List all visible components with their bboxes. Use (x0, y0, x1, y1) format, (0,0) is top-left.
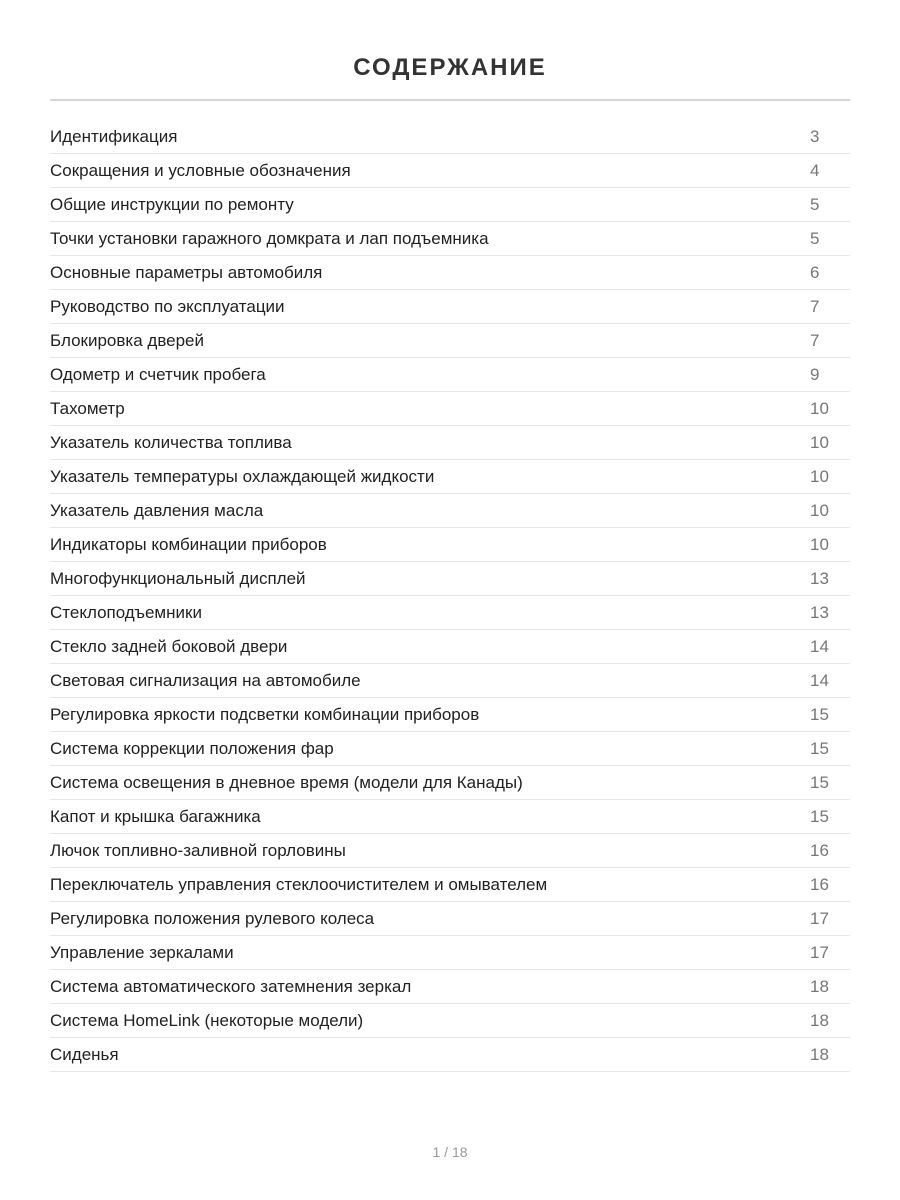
toc-entry-page-number: 5 (810, 228, 820, 248)
toc-entry[interactable] (50, 358, 850, 392)
toc-entry-title: Точки установки гаражного домкрата и лап подъемника (50, 228, 489, 248)
toc-entry[interactable] (50, 596, 850, 630)
toc-entry-title: Система HomeLink (некоторые модели) (50, 1010, 364, 1030)
toc-entry-title: Система коррекции положения фар (50, 738, 334, 758)
toc-entry-page-number: 15 (810, 738, 829, 758)
toc-entry[interactable] (50, 902, 850, 936)
toc-entry-page-number: 14 (810, 670, 829, 690)
title-divider (50, 99, 850, 101)
toc-entry[interactable] (50, 392, 850, 426)
toc-entry-page-number: 4 (810, 160, 820, 180)
toc-entry[interactable] (50, 834, 850, 868)
toc-entry-page-number: 7 (810, 296, 820, 316)
toc-entry-title: Стекло задней боковой двери (50, 636, 288, 656)
toc-entry-title: Капот и крышка багажника (50, 806, 261, 826)
toc-entry[interactable] (50, 426, 850, 460)
toc-entry[interactable] (50, 222, 850, 256)
toc-entry-page-number: 18 (810, 1010, 829, 1030)
toc-entry-title: Световая сигнализация на автомобиле (50, 670, 361, 690)
toc-entry-page-number: 17 (810, 908, 829, 928)
toc-entry-page-number: 13 (810, 602, 829, 622)
toc-entry-page-number: 7 (810, 330, 820, 350)
toc-entry-title: Многофункциональный дисплей (50, 568, 306, 588)
toc-entry[interactable] (50, 154, 850, 188)
toc-entry-title: Лючок топливно-заливной горловины (50, 840, 346, 860)
toc-entry[interactable] (50, 256, 850, 290)
toc-entry-page-number: 15 (810, 772, 829, 792)
page-counter: 1 / 18 (432, 1144, 468, 1160)
toc-entry-page-number: 18 (810, 1044, 829, 1064)
toc-entry[interactable] (50, 120, 850, 154)
toc-entry-page-number: 10 (810, 432, 829, 452)
toc-entry-title: Регулировка яркости подсветки комбинации приборов (50, 704, 480, 724)
toc-entry-title: Система автоматического затемнения зеркал (50, 976, 412, 996)
toc-entry[interactable] (50, 188, 850, 222)
toc-entry-page-number: 3 (810, 126, 820, 146)
toc-entry[interactable] (50, 698, 850, 732)
toc-entry-title: Переключатель управления стеклоочистителем и омывателем (50, 874, 548, 894)
toc-entry[interactable] (50, 1004, 850, 1038)
toc-entry-page-number: 17 (810, 942, 829, 962)
toc-entry-title: Одометр и счетчик пробега (50, 364, 266, 384)
toc-entry-page-number: 9 (810, 364, 820, 384)
toc-entry[interactable] (50, 290, 850, 324)
toc-entry-page-number: 10 (810, 534, 829, 554)
toc-entry-title: Регулировка положения рулевого колеса (50, 908, 375, 928)
toc-entry-page-number: 10 (810, 500, 829, 520)
toc-entry[interactable] (50, 800, 850, 834)
toc-entry[interactable] (50, 664, 850, 698)
toc-entry-page-number: 13 (810, 568, 829, 588)
toc-entry[interactable] (50, 528, 850, 562)
toc-entry[interactable] (50, 1038, 850, 1072)
toc-entry-title: Сокращения и условные обозначения (50, 160, 351, 180)
page-title: СОДЕРЖАНИЕ (353, 54, 547, 82)
toc-entry-title: Блокировка дверей (50, 330, 205, 350)
toc-entry-title: Идентификация (50, 126, 178, 146)
toc-entry-page-number: 5 (810, 194, 820, 214)
toc-entry[interactable] (50, 766, 850, 800)
toc-entry[interactable] (50, 324, 850, 358)
toc-entry[interactable] (50, 494, 850, 528)
toc-entry-page-number: 6 (810, 262, 820, 282)
toc-entry-title: Указатель количества топлива (50, 432, 292, 452)
toc-entry[interactable] (50, 562, 850, 596)
toc-entry[interactable] (50, 732, 850, 766)
toc-entry-page-number: 15 (810, 704, 829, 724)
toc-entry-page-number: 15 (810, 806, 829, 826)
toc-entry-title: Управление зеркалами (50, 942, 234, 962)
toc-entry-page-number: 16 (810, 840, 829, 860)
toc-entry-title: Указатель температуры охлаждающей жидкости (50, 466, 435, 486)
toc-entry[interactable] (50, 970, 850, 1004)
toc-entry[interactable] (50, 630, 850, 664)
toc-entry[interactable] (50, 460, 850, 494)
toc-entry-title: Индикаторы комбинации приборов (50, 534, 327, 554)
table-of-contents (50, 120, 850, 1072)
toc-entry[interactable] (50, 868, 850, 902)
toc-entry-page-number: 10 (810, 466, 829, 486)
toc-entry-title: Система освещения в дневное время (модели для Канады) (50, 772, 523, 792)
toc-entry-title: Руководство по эксплуатации (50, 296, 285, 316)
toc-entry-title: Стеклоподъемники (50, 602, 202, 622)
toc-entry-title: Указатель давления масла (50, 500, 264, 520)
toc-entry[interactable] (50, 936, 850, 970)
toc-entry-page-number: 14 (810, 636, 829, 656)
toc-entry-title: Общие инструкции по ремонту (50, 194, 294, 214)
toc-entry-page-number: 18 (810, 976, 829, 996)
toc-entry-title: Основные параметры автомобиля (50, 262, 323, 282)
toc-entry-title: Тахометр (50, 398, 125, 418)
toc-entry-title: Сиденья (50, 1044, 119, 1064)
toc-entry-page-number: 16 (810, 874, 829, 894)
toc-entry-page-number: 10 (810, 398, 829, 418)
